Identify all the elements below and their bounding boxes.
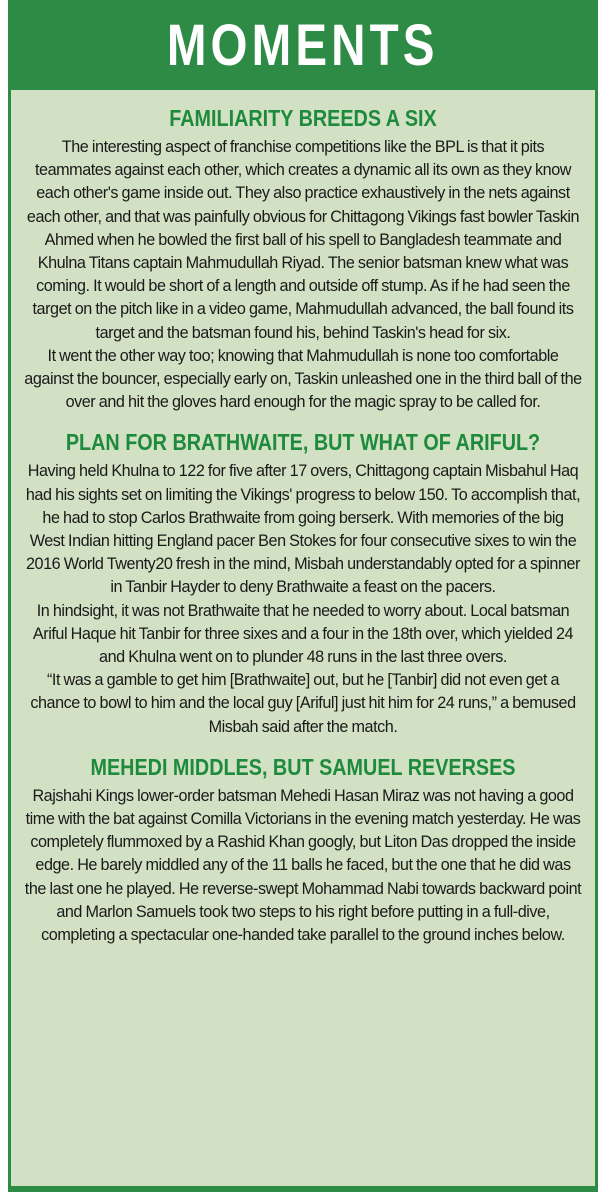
page-title: MOMENTS bbox=[167, 12, 439, 78]
article-content bbox=[24, 104, 582, 947]
header-banner bbox=[8, 0, 598, 90]
paragraph: Rajshahi Kings lower-order batsman Mehedi Hasan Miraz was not having a good time with the bat against Comilla Victorians in the evening match yesterday. He was completely flummoxed by a Rashid Khan googly, but Liton Das dropped the inside edge. He barely middled any of the 11 balls he faced, but the one that he did was the last one he played. He reverse-swept Mohammad Nabi towards backward point and Marlon Samuels took two steps to his right before putting in a full-dive, completing a spectacular one-handed take parallel to the ground inches below. bbox=[24, 786, 582, 945]
bottom-border bbox=[8, 1186, 598, 1192]
paragraph: The interesting aspect of franchise competitions like the BPL is that it pits teammates against each other, which creates a dynamic all its own as they know each other's game inside out. They also practice exhaustively in the nets against each other, and that was painfully obvious for Chittagong Vikings fast bowler Taskin Ahmed when he bowled the first ball of his spell to Bangladesh teammate and Khulna Titans captain Mahmudullah Riyad. The senior batsman knew what was coming. It would be short of a length and outside off stump. As if he had seen the target on the pitch like in a video game, Mahmudullah advanced, the ball found its target and the batsman found his, behind Taskin's head for six. bbox=[26, 138, 580, 342]
paragraph: It went the other way too; knowing that Mahmudullah is none too comfortable against the bouncer, especially early on, Taskin unleashed one in the third ball of the over and hit the gloves hard enough for the magic spray to be called for. bbox=[24, 346, 582, 412]
section-brathwaite bbox=[24, 428, 582, 738]
paragraph: Having held Khulna to 122 for five after 17 overs, Chittagong captain Misbahul Haq had his sights set on limiting the Vikings' progress to below 150. To accomplish that, he had to stop Carlos Brathwaite from going berserk. With memories of the big West Indian hitting England pacer Ben Stokes for four consecutive sixes to win the 2016 World Twenty20 fresh in the mind, Misbah understandably opted for a spinner in Tanbir Hayder to deny Brathwaite a feast on the pacers. bbox=[25, 462, 581, 597]
section-mehedi bbox=[24, 753, 582, 947]
section-heading: PLAN FOR BRATHWAITE, BUT WHAT OF ARIFUL? bbox=[65, 429, 541, 456]
section-heading: FAMILIARITY BREEDS A SIX bbox=[169, 105, 437, 131]
section-familiarity bbox=[24, 104, 582, 414]
paragraph: In hindsight, it was not Brathwaite that he needed to worry about. Local batsman Ariful Haque hit Tanbir for three sixes and a four in the 18th over, which yielded 24 and Khulna went on to plunder 48 runs in the last three overs. bbox=[32, 601, 574, 667]
section-heading: MEHEDI MIDDLES, BUT SAMUEL REVERSES bbox=[90, 753, 516, 780]
paragraph: “It was a gamble to get him [Brathwaite] out, but he [Tanbir] did not even get a chance to bowl to him and the local guy [Ariful] just hit him for 24 runs,” a bemused Misbah said after the match. bbox=[30, 671, 576, 736]
